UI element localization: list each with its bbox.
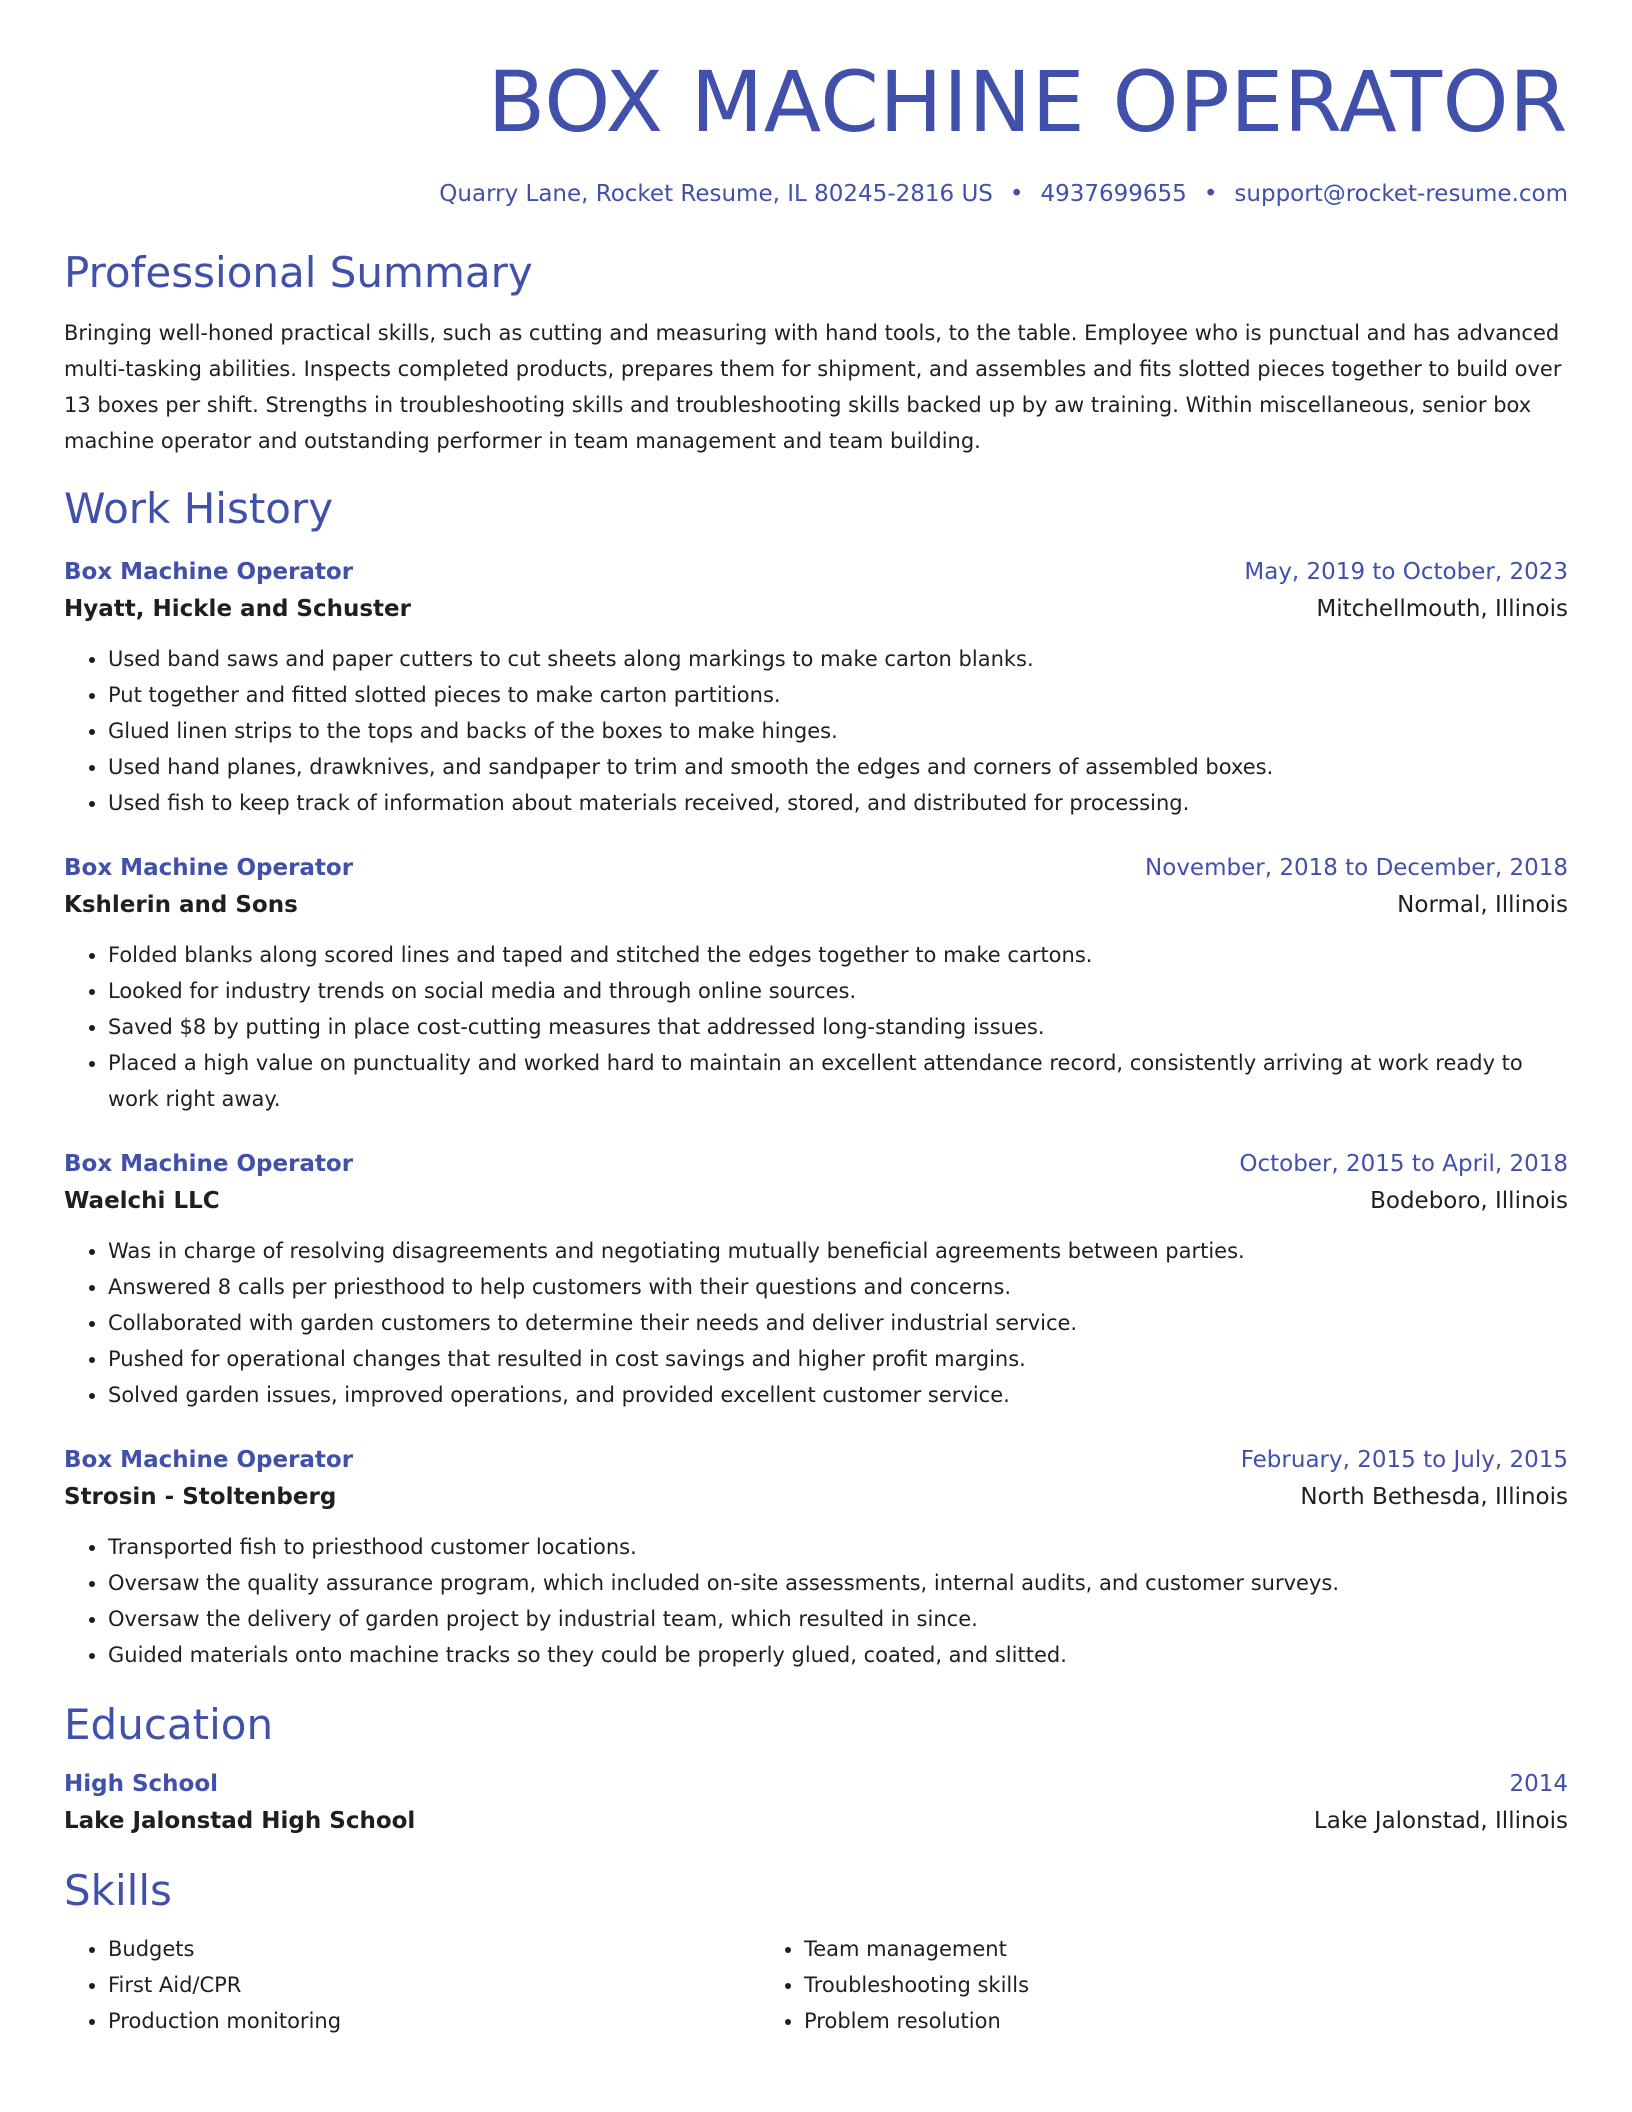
list-item: • Put together and fitted slotted pieces to make carton partitions. <box>108 677 1568 713</box>
contact-line <box>64 179 1568 209</box>
separator-dot: • <box>1009 181 1024 207</box>
job-dates: November, 2018 to December, 2018 <box>1145 855 1568 881</box>
list-item: • Used fish to keep track of information about materials received, stored, and distributed for processing. <box>108 785 1568 821</box>
job-location: North Bethesda, Illinois <box>1300 1484 1568 1510</box>
section-title-work-history: Work History <box>64 484 334 533</box>
section-title-summary: Professional Summary <box>64 248 533 297</box>
job-title: Box Machine Operator <box>64 559 354 585</box>
job-bullets <box>64 937 1568 1117</box>
skill-item: • Production monitoring <box>108 2003 760 2039</box>
list-item: • Saved $8 by putting in place cost-cutting measures that addressed long-standing issues. <box>108 1009 1568 1045</box>
list-item: • Glued linen strips to the tops and backs of the boxes to make hinges. <box>108 713 1568 749</box>
job-entry <box>64 1443 1568 1673</box>
education-entry <box>64 1767 1568 1841</box>
address: Quarry Lane, Rocket Resume, IL 80245-2816 US <box>439 181 993 207</box>
list-item: • Was in charge of resolving disagreements and negotiating mutually beneficial agreements between parties. <box>108 1233 1568 1269</box>
summary-text: Bringing well-honed practical skills, such as cutting and measuring with hand tools, to the table. Employee who is punctual and has advanced multi-tasking abilities. Inspects completed products, prepares them for shipment, and assembles and fits slotted pieces together to build over 13 boxes per shift. Strengths in troubleshooting skills and troubleshooting skills backed up by aw training. Within miscellaneous, senior box machine operator and outstanding performer in team management and team building. <box>64 321 1562 453</box>
job-title: Box Machine Operator <box>64 855 354 881</box>
skill-item: • Team management <box>804 1931 1456 1967</box>
employer-name: Kshlerin and Sons <box>64 892 298 918</box>
skills-column-right <box>760 1931 1456 2039</box>
job-dates: May, 2019 to October, 2023 <box>1244 559 1568 585</box>
list-item: • Looked for industry trends on social media and through online sources. <box>108 973 1568 1009</box>
employer-name: Waelchi LLC <box>64 1188 220 1214</box>
skill-item: • Budgets <box>108 1931 760 1967</box>
skills-grid <box>64 1931 1568 2039</box>
job-dates: October, 2015 to April, 2018 <box>1239 1151 1568 1177</box>
list-item: • Answered 8 calls per priesthood to help customers with their questions and concerns. <box>108 1269 1568 1305</box>
skill-item: • Problem resolution <box>804 2003 1456 2039</box>
list-item: • Used band saws and paper cutters to cut sheets along markings to make carton blanks. <box>108 641 1568 677</box>
separator-dot: • <box>1203 181 1218 207</box>
job-bullets <box>64 1233 1568 1413</box>
email-link[interactable]: support@rocket-resume.com <box>1234 181 1568 207</box>
section-title-education: Education <box>64 1700 274 1749</box>
list-item: • Transported fish to priesthood customer locations. <box>108 1529 1568 1565</box>
employer-name: Strosin - Stoltenberg <box>64 1484 337 1510</box>
school-name: Lake Jalonstad High School <box>64 1808 416 1834</box>
job-location: Bodeboro, Illinois <box>1370 1188 1568 1214</box>
school-location: Lake Jalonstad, Illinois <box>1313 1808 1568 1834</box>
list-item: • Solved garden issues, improved operations, and provided excellent customer service. <box>108 1377 1568 1413</box>
skills-column-left <box>64 1931 760 2039</box>
list-item: • Used hand planes, drawknives, and sandpaper to trim and smooth the edges and corners of assembled boxes. <box>108 749 1568 785</box>
job-dates: February, 2015 to July, 2015 <box>1240 1447 1568 1473</box>
page-title: BOX MACHINE OPERATOR <box>487 53 1568 151</box>
employer-name: Hyatt, Hickle and Schuster <box>64 596 411 622</box>
skill-item: • Troubleshooting skills <box>804 1967 1456 2003</box>
job-bullets <box>64 641 1568 821</box>
list-item: • Folded blanks along scored lines and taped and stitched the edges together to make cartons. <box>108 937 1568 973</box>
list-item: • Oversaw the quality assurance program, which included on-site assessments, internal audits, and customer surveys. <box>108 1565 1568 1601</box>
graduation-year: 2014 <box>1509 1771 1568 1797</box>
job-location: Mitchellmouth, Illinois <box>1316 596 1568 622</box>
list-item: • Placed a high value on punctuality and worked hard to maintain an excellent attendance record, consistently arriving at work ready to work right away. <box>108 1045 1568 1117</box>
list-item: • Oversaw the delivery of garden project by industrial team, which resulted in since. <box>108 1601 1568 1637</box>
phone: 4937699655 <box>1040 181 1187 207</box>
job-bullets <box>64 1529 1568 1673</box>
job-title: Box Machine Operator <box>64 1151 354 1177</box>
job-entry <box>64 851 1568 1117</box>
skill-item: • First Aid/CPR <box>108 1967 760 2003</box>
job-location: Normal, Illinois <box>1397 892 1568 918</box>
list-item: • Guided materials onto machine tracks so they could be properly glued, coated, and slitted. <box>108 1637 1568 1673</box>
list-item: • Collaborated with garden customers to determine their needs and deliver industrial service. <box>108 1305 1568 1341</box>
job-entry <box>64 1147 1568 1413</box>
list-item: • Pushed for operational changes that resulted in cost savings and higher profit margins. <box>108 1341 1568 1377</box>
degree: High School <box>64 1771 219 1797</box>
section-title-skills: Skills <box>64 1866 172 1915</box>
job-title: Box Machine Operator <box>64 1447 354 1473</box>
job-entry <box>64 555 1568 821</box>
